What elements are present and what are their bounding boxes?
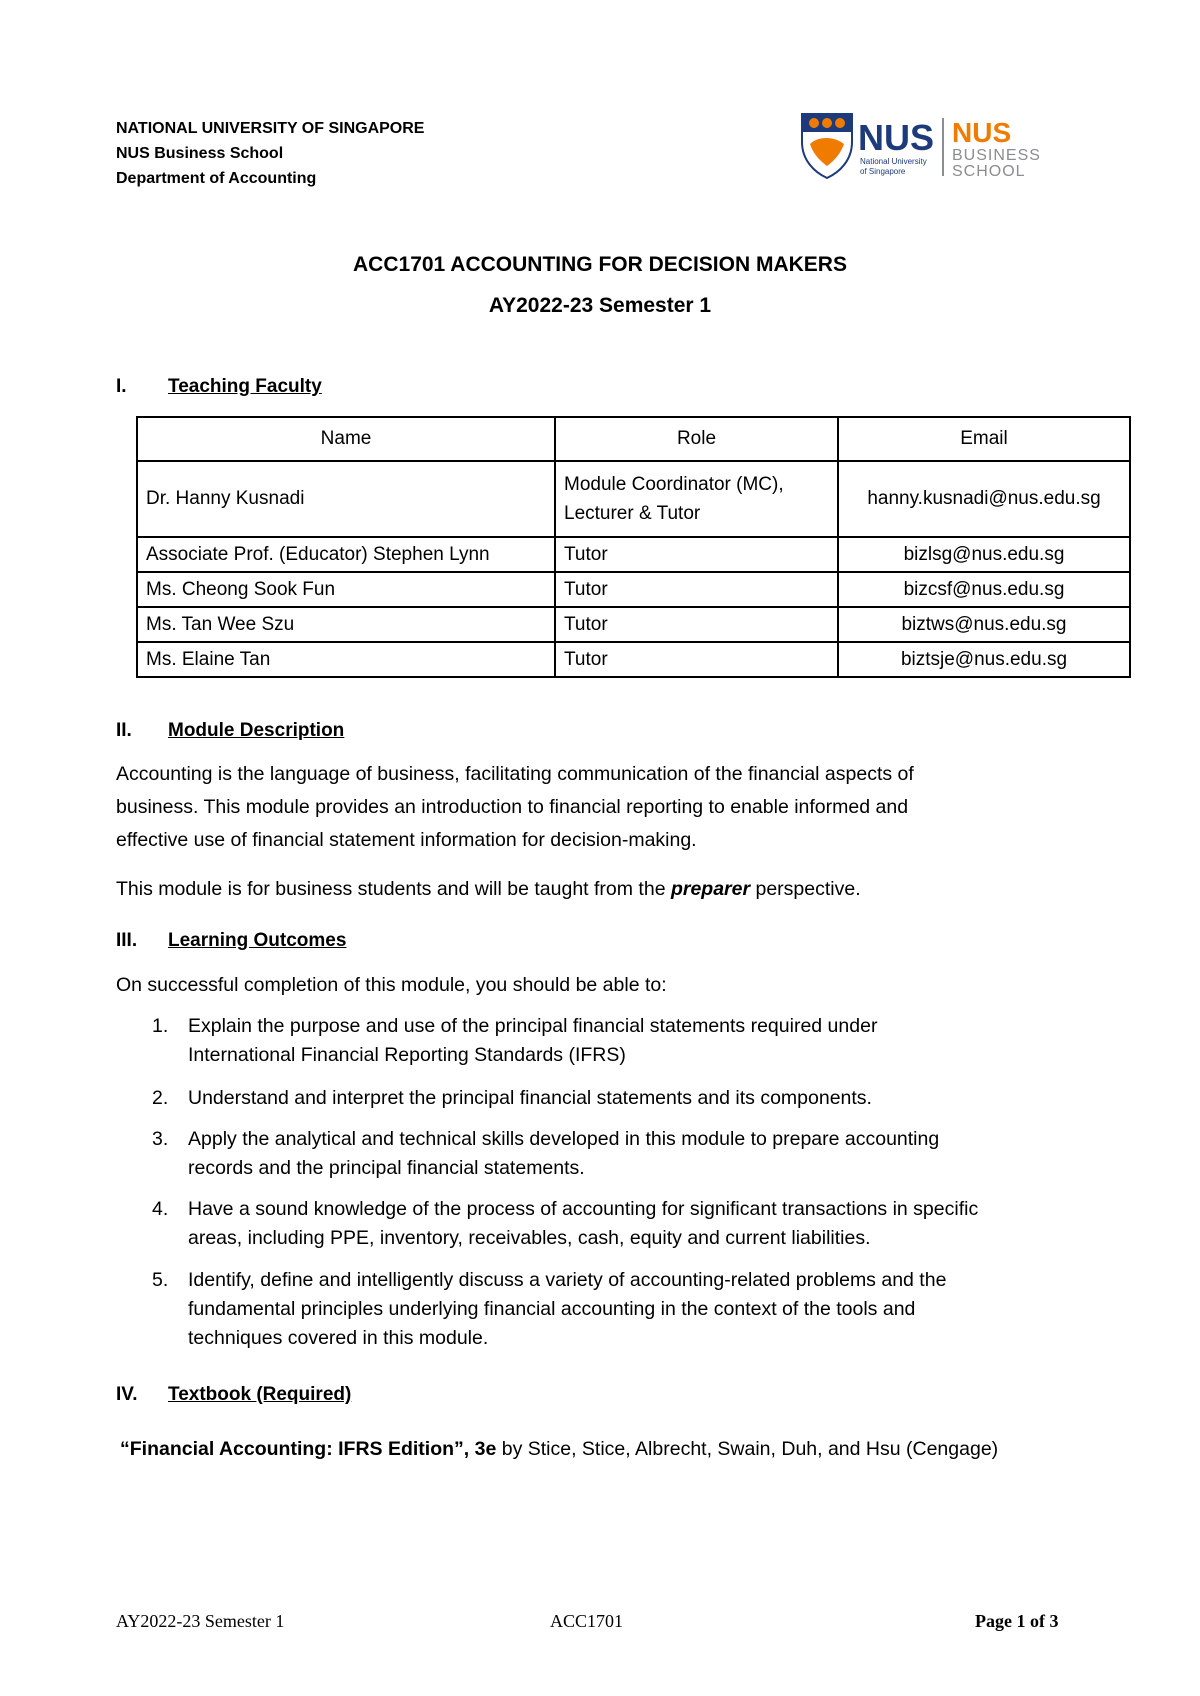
school-name: NUS Business School <box>116 145 284 162</box>
institution-header <box>116 116 424 191</box>
textbook-citation <box>120 1438 998 1461</box>
list-line: areas, including PPE, inventory, receivables, cash, equity and current liabilities. <box>188 1227 871 1249</box>
faculty-role: Tutor <box>555 642 838 677</box>
list-line: Understand and interpret the principal financial statements and its components. <box>188 1087 872 1109</box>
section-title: Learning Outcomes <box>168 930 347 951</box>
paragraph-line: business. This module provides an introduction to financial reporting to enable informed and <box>116 796 909 818</box>
table-row <box>137 642 1130 677</box>
faculty-role: Tutor <box>555 607 838 642</box>
paragraph-line: Accounting is the language of business, facilitating communication of the financial aspects of <box>116 763 914 785</box>
list-number: 1. <box>152 1015 169 1037</box>
faculty-email: bizlsg@nus.edu.sg <box>838 537 1130 572</box>
university-name: NATIONAL UNIVERSITY OF SINGAPORE <box>116 120 425 137</box>
nus-logo <box>800 112 1070 182</box>
svg-text:NUS: NUS <box>858 117 935 158</box>
list-line: Identify, define and intelligently discuss a variety of accounting-related problems and the <box>188 1269 947 1291</box>
faculty-role <box>555 461 838 537</box>
department-name: Department of Accounting <box>116 170 317 187</box>
column-header-email: Email <box>838 417 1130 461</box>
list-text <box>188 1195 1128 1253</box>
faculty-table <box>136 416 1131 678</box>
column-header-name: Name <box>137 417 555 461</box>
section-number: IV. <box>116 1384 138 1405</box>
list-number: 2. <box>152 1087 169 1109</box>
faculty-name: Ms. Cheong Sook Fun <box>137 572 555 607</box>
svg-text:BUSINESS: BUSINESS <box>952 147 1041 164</box>
footer-course-code: ACC1701 <box>550 1611 624 1631</box>
section-title: Module Description <box>168 720 345 741</box>
svg-text:SCHOOL: SCHOOL <box>952 163 1026 180</box>
faculty-name: Ms. Tan Wee Szu <box>137 607 555 642</box>
list-text <box>188 1125 1128 1183</box>
footer-page-number: Page 1 of 3 <box>975 1611 1059 1631</box>
table-row <box>137 537 1130 572</box>
list-line: techniques covered in this module. <box>188 1327 489 1349</box>
section-number: III. <box>116 930 138 951</box>
paragraph-line: effective use of financial statement information for decision-making. <box>116 829 697 851</box>
section-textbook <box>116 1384 351 1406</box>
faculty-role: Tutor <box>555 572 838 607</box>
list-line: Apply the analytical and technical skills developed in this module to prepare accounting <box>188 1128 940 1150</box>
list-line: International Financial Reporting Standards (IFRS) <box>188 1044 626 1066</box>
paragraph-text: perspective. <box>750 878 861 900</box>
role-line: Module Coordinator (MC), <box>564 474 784 495</box>
list-line: fundamental principles underlying financial accounting in the context of the tools and <box>188 1298 916 1320</box>
section-module-description <box>116 720 344 742</box>
list-number: 4. <box>152 1198 169 1220</box>
textbook-title: “Financial Accounting: IFRS Edition”, 3e <box>120 1438 497 1460</box>
svg-text:National University: National University <box>860 157 927 166</box>
list-line: records and the principal financial statements. <box>188 1157 585 1179</box>
list-line: Explain the purpose and use of the principal financial statements required under <box>188 1015 878 1037</box>
section-title: Teaching Faculty <box>168 376 322 397</box>
table-row <box>137 461 1130 537</box>
nus-business-school-logo-icon <box>800 112 1070 182</box>
audience-paragraph <box>116 873 1096 906</box>
description-paragraph <box>116 758 1096 857</box>
table-row <box>137 572 1130 607</box>
table-row <box>137 607 1130 642</box>
faculty-name: Ms. Elaine Tan <box>137 642 555 677</box>
faculty-name: Associate Prof. (Educator) Stephen Lynn <box>137 537 555 572</box>
section-learning-outcomes <box>116 930 346 952</box>
outcomes-intro: On successful completion of this module, you should be able to: <box>116 974 667 996</box>
section-title: Textbook (Required) <box>168 1384 352 1405</box>
list-text <box>188 1084 1128 1113</box>
emphasis-text: preparer <box>670 878 751 900</box>
faculty-email: biztsje@nus.edu.sg <box>838 642 1130 677</box>
list-text <box>188 1266 1128 1353</box>
svg-text:NUS: NUS <box>952 117 1012 148</box>
role-line: Lecturer & Tutor <box>564 503 701 524</box>
column-header-role: Role <box>555 417 838 461</box>
table-header-row <box>137 417 1130 461</box>
faculty-name: Dr. Hanny Kusnadi <box>137 461 555 537</box>
faculty-email: biztws@nus.edu.sg <box>838 607 1130 642</box>
faculty-email: bizcsf@nus.edu.sg <box>838 572 1130 607</box>
textbook-authors: by Stice, Stice, Albrecht, Swain, Duh, and Hsu (Cengage) <box>496 1438 999 1460</box>
footer-term: AY2022-23 Semester 1 <box>116 1611 285 1631</box>
section-number: I. <box>116 376 127 397</box>
section-number: II. <box>116 720 132 741</box>
course-title: ACC1701 ACCOUNTING FOR DECISION MAKERS <box>353 253 847 276</box>
paragraph-text: This module is for business students and will be taught from the <box>116 878 671 900</box>
svg-text:of Singapore: of Singapore <box>860 167 906 176</box>
list-number: 5. <box>152 1269 169 1291</box>
list-number: 3. <box>152 1128 169 1150</box>
section-teaching-faculty <box>116 376 322 398</box>
faculty-email: hanny.kusnadi@nus.edu.sg <box>838 461 1130 537</box>
list-line: Have a sound knowledge of the process of accounting for significant transactions in specific <box>188 1198 979 1220</box>
course-term: AY2022-23 Semester 1 <box>488 294 712 317</box>
faculty-role: Tutor <box>555 537 838 572</box>
list-text <box>188 1012 1128 1070</box>
